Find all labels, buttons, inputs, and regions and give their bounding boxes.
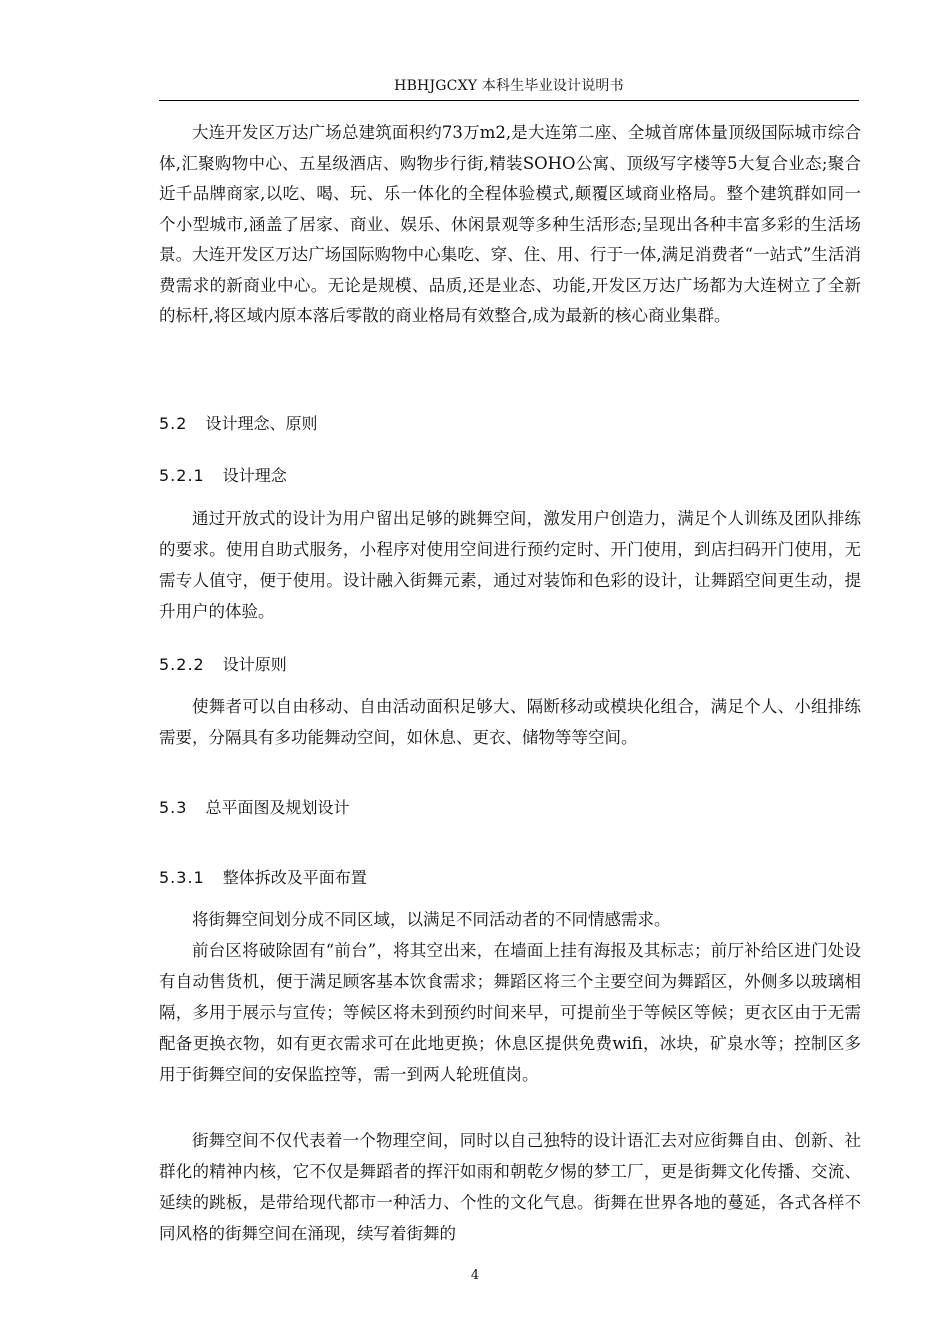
section-number: 5.2 — [159, 414, 188, 433]
design-principle-paragraph: 使舞者可以自由移动、自由活动面积足够大、隔断移动或模块化组合，满足个人、小组排练需要，分隔具有多功能舞动空间，如休息、更衣、储物等等空间。 — [159, 697, 861, 747]
page-number: 4 — [470, 1268, 480, 1283]
section-title: 设计理念、原则 — [205, 414, 318, 433]
section-5-2-2-heading — [159, 654, 287, 676]
section-5-2-heading — [159, 413, 317, 435]
layout-paragraph: 前台区将破除固有“前台”，将其空出来，在墙面上挂有海报及其标志；前厅补给区进门处设有自动售货机，便于满足顾客基本饮食需求；舞蹈区将三个主要空间为舞蹈区，外侧多以玻璃相隔，多用于展示与宣传；等候区将未到预约时间来早，可提前坐于等候区等候；更衣区由于无需配备更换衣物，如有更衣需求可在此地更换；休息区提供免费wifi，冰块，矿泉水等；控制区多用于街舞空间的安保监控等，需一到两人轮班值岗。 — [159, 941, 861, 1084]
section-5-2-1-heading — [159, 465, 287, 487]
intro-paragraph: 大连开发区万达广场总建筑面积约73万m2,是大连第二座、全城首席体量顶级国际城市综合体,汇聚购物中心、五星级酒店、购物步行街,精装SOHO公寓、顶级写字楼等5大复合业态;聚合近千品牌商家,以吃、喝、玩、乐一体化的全程体验模式,颠覆区域商业格局。整个建筑群如同一个小型城市,涵盖了居家、商业、娱乐、休闲景观等多种生活形态;呈现出各种丰富多彩的生活场景。大连开发区万达广场国际购物中心集吃、穿、住、用、行于一体,满足消费者“一站式”生活消费需求的新商业中心。无论是规模、品质,还是业态、功能,开发区万达广场都为大连树立了全新的标杆,将区域内原本落后零散的商业格局有效整合,成为最新的核心商业集群。 — [159, 123, 861, 325]
section-title: 设计理念 — [222, 466, 287, 485]
section-title: 整体拆改及平面布置 — [222, 868, 367, 887]
section-5-3-1-heading — [159, 867, 367, 889]
space-meaning-paragraph: 街舞空间不仅代表着一个物理空间，同时以自己独特的设计语汇去对应街舞自由、创新、社群化的精神内核，它不仅是舞蹈者的挥汗如雨和朝乾夕惕的梦工厂，更是街舞文化传播、交流、延续的跳板，是带给现代都市一种活力、个性的文化气息。街舞在世界各地的蔓延，各式各样不同风格的街舞空间在涌现，续写着街舞的 — [159, 1131, 861, 1243]
section-number: 5.3 — [159, 798, 188, 817]
section-number: 5.3.1 — [159, 868, 205, 887]
section-number: 5.2.1 — [159, 466, 205, 485]
section-title: 总平面图及规划设计 — [205, 798, 350, 817]
header-rule — [159, 100, 859, 101]
zoning-paragraph: 将街舞空间划分成不同区域，以满足不同活动者的不同情感需求。 — [192, 910, 671, 929]
section-title: 设计原则 — [222, 655, 287, 674]
section-5-3-heading — [159, 797, 349, 819]
section-number: 5.2.2 — [159, 655, 205, 674]
page-header: HBHJGCXY 本科生毕业设计说明书 — [394, 78, 624, 94]
design-concept-paragraph: 通过开放式的设计为用户留出足够的跳舞空间，激发用户创造力，满足个人训练及团队排练的要求。使用自助式服务，小程序对使用空间进行预约定时、开门使用，到店扫码开门使用，无需专人值守，便于使用。设计融入街舞元素，通过对装饰和色彩的设计，让舞蹈空间更生动，提升用户的体验。 — [159, 509, 861, 621]
